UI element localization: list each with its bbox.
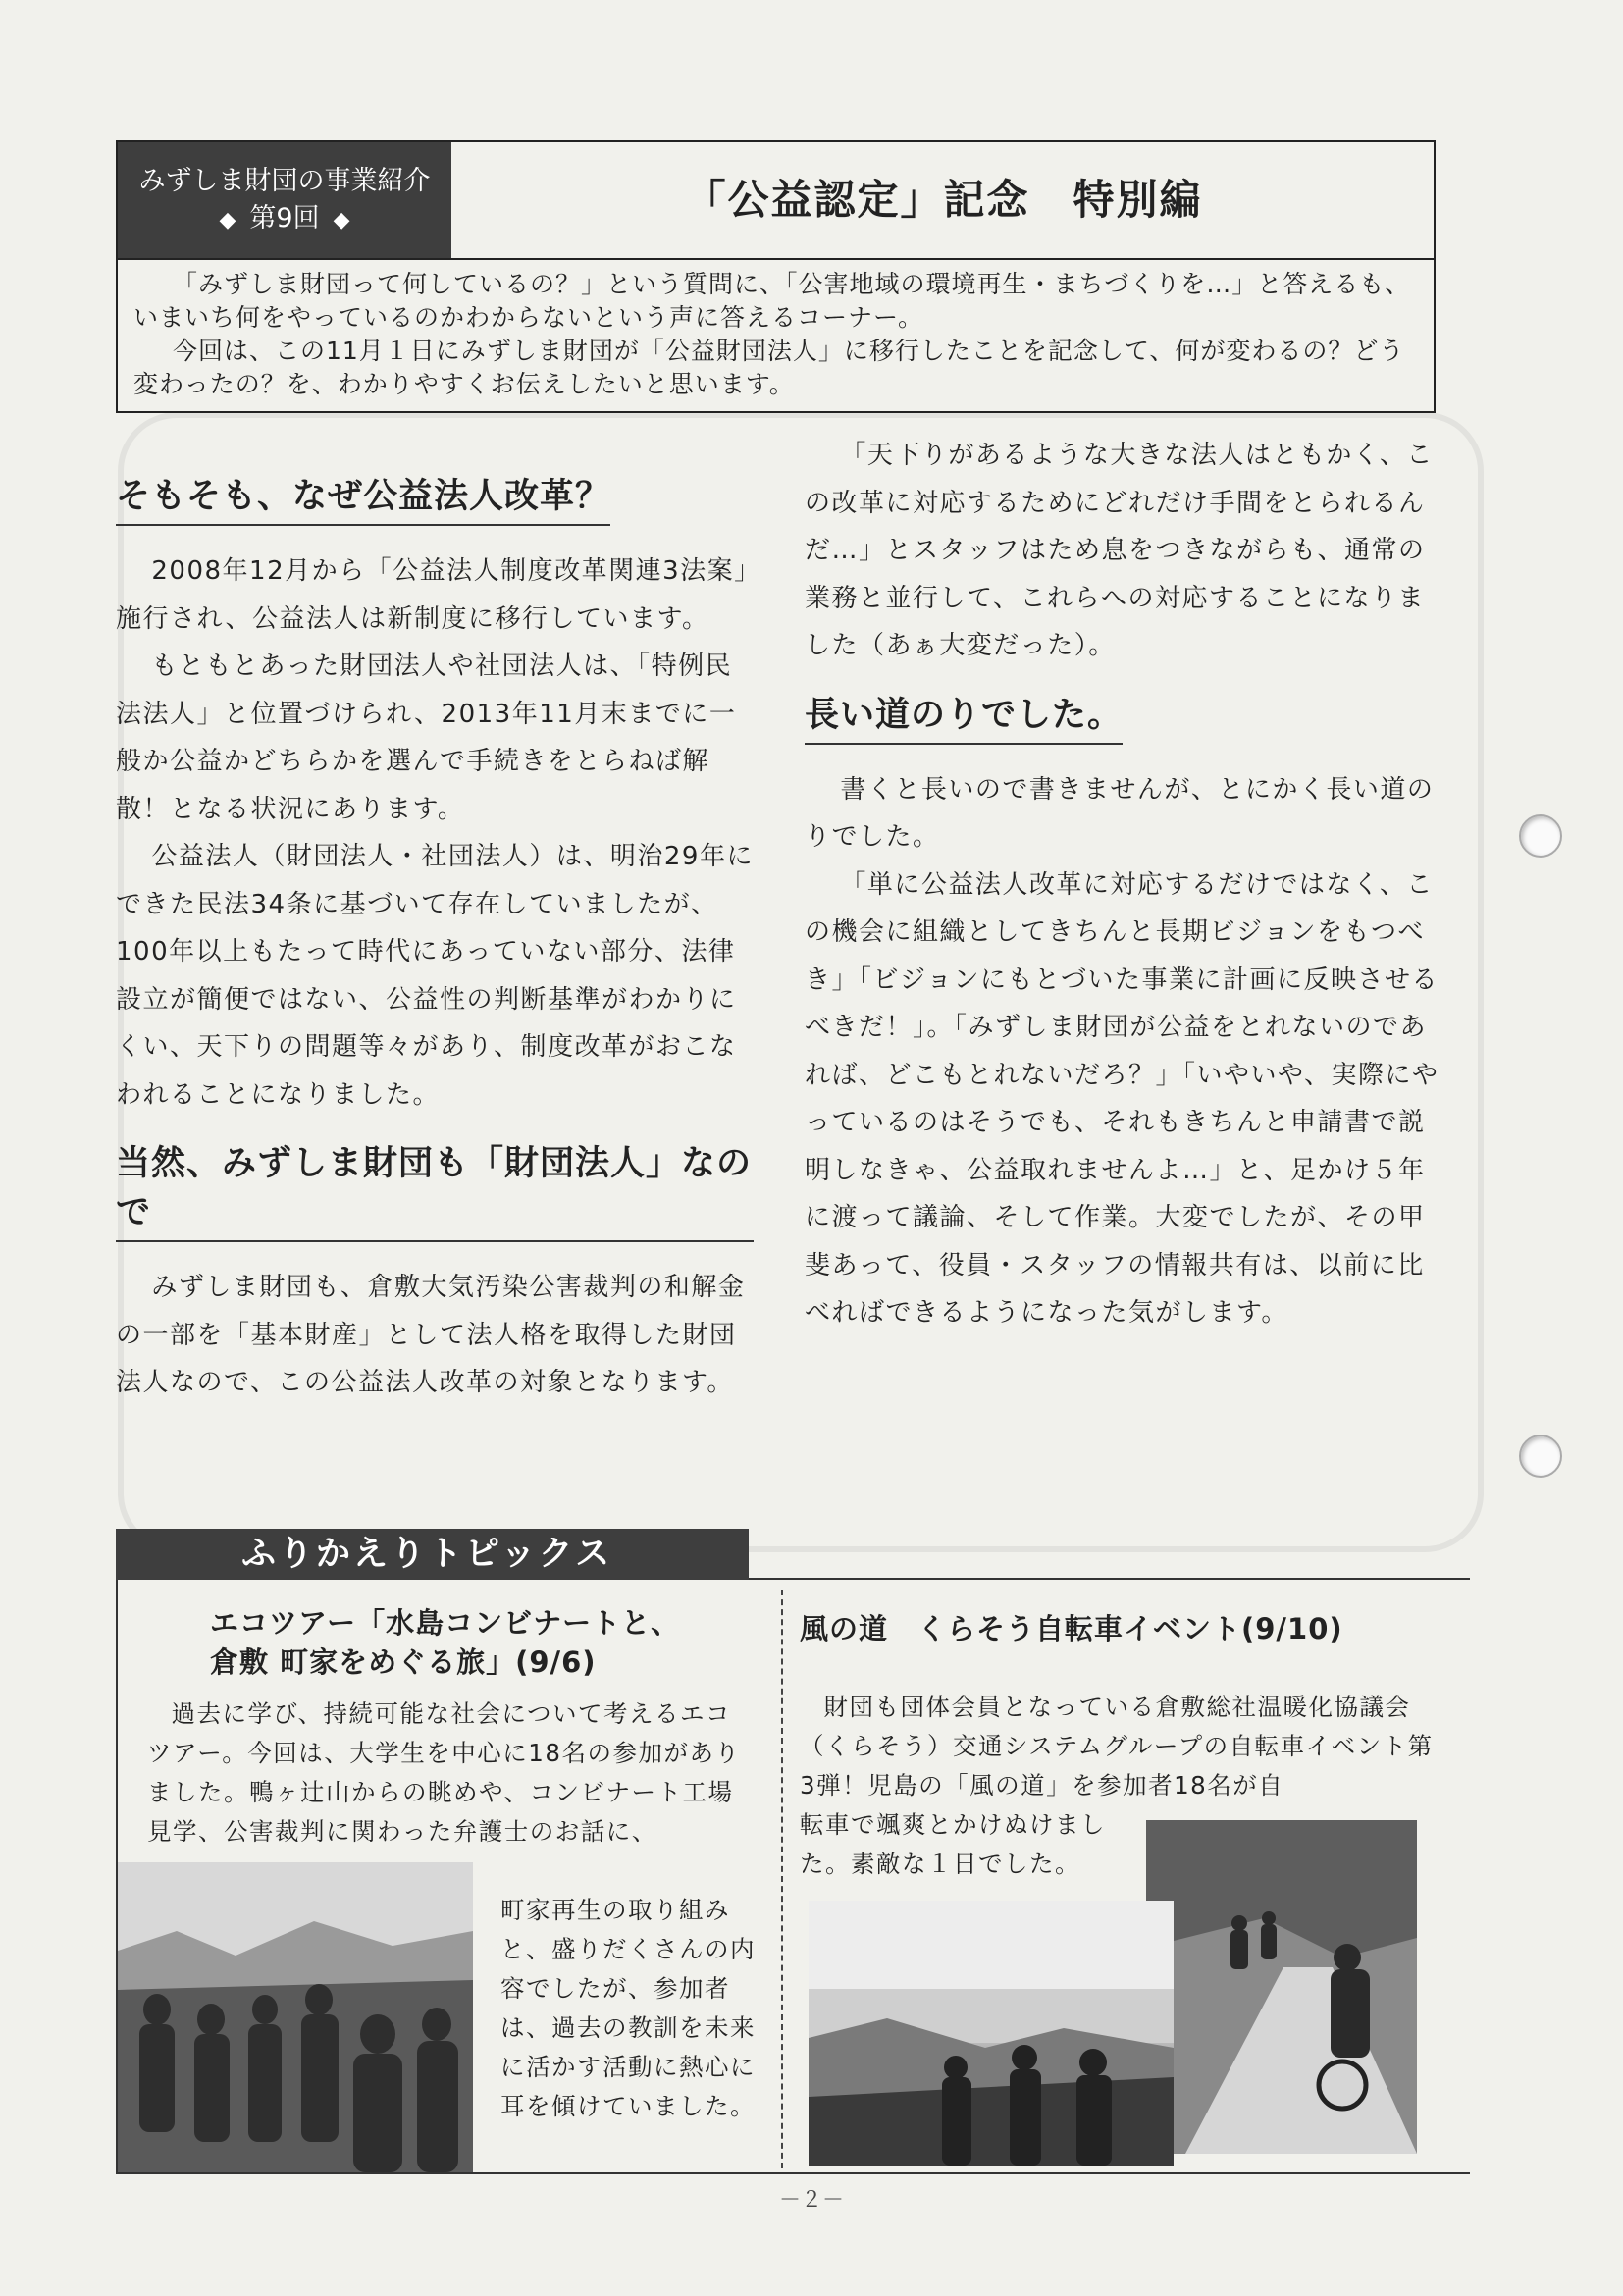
page-number: －２－: [778, 2188, 844, 2213]
body-paragraph: みずしま財団も、倉敷大気汚染公害裁判の和解金の一部を「基本財産」として法人格を取得した財団法人なので、この公益法人改革の対象となります。: [116, 1273, 746, 1397]
topics-banner: ふりかえりトピックス: [116, 1529, 749, 1580]
topic-title-line: 倉敷 町家をめぐる旅」(9/6): [210, 1645, 597, 1679]
topic-ecotour-body: [147, 1695, 756, 1852]
diamond-icon: ◆: [219, 208, 236, 233]
feature-intro: [133, 268, 1418, 401]
right-column: [805, 432, 1442, 1337]
topic-bicycle-body-cont: [800, 1805, 1153, 1884]
intro-paragraph: 「みずしま財団って何しているの？」という質問に、「公害地域の環境再生・まちづくりを…」と答えるも、いまいち何をやっているのかわからないという声に答えるコーナー。: [133, 270, 1411, 332]
series-tag: [118, 142, 451, 258]
punch-hole: [1519, 1435, 1562, 1478]
section-heading: 長い道のりでした。: [805, 688, 1123, 745]
series-episode: [118, 199, 451, 240]
topic-ecotour-title: [130, 1603, 758, 1682]
intro-paragraph: 今回は、この11月１日にみずしま財団が「公益財団法人」に移行したことを記念して、何が変わるの？どう変わったの？を、わかりやすくお伝えしたいと思います。: [133, 337, 1405, 398]
body-paragraph: 公益法人（財団法人・社団法人）は、明治29年にできた民法34条に基づいて存在していましたが、100年以上もたって時代にあっていない部分、法律設立が簡便ではない、公益性の判断基準がわかりにくい、天下りの問題等々があり、制度改革がおこなわれることになりました。: [116, 842, 754, 1110]
body-paragraph: 書くと長いので書きませんが、とにかく長い道のりでした。: [805, 774, 1435, 852]
header-divider: [118, 258, 1434, 260]
topic-bicycle-title: [800, 1609, 1447, 1648]
cyclists-photo: [1146, 1820, 1417, 2154]
ecotour-photo: [118, 1862, 473, 2172]
kojima-view-photo-art: [809, 1901, 1174, 2166]
punch-hole: [1519, 814, 1562, 858]
diamond-icon: ◆: [333, 208, 350, 233]
topic-title-line: エコツアー「水島コンビナートと、: [210, 1606, 681, 1640]
section-heading: そもそも、なぜ公益法人改革？: [116, 469, 610, 526]
episode-label: 第9回: [249, 203, 320, 234]
feature-title: 「公益認定」記念 特別編: [684, 176, 1203, 224]
cyclists-photo-art: [1146, 1820, 1417, 2154]
body-paragraph: 「天下りがあるような大きな法人はともかく、この改革に対応するためにどれだけ手間をとられるんだ…」とスタッフはため息をつきながらも、通常の業務と並行して、これらへの対応することになりました（あぁ大変だった）。: [805, 441, 1434, 660]
series-name: みずしま財団の事業紹介: [138, 166, 431, 196]
body-paragraph: 2008年12月から「公益法人制度改革関連3法案」施行され、公益法人は新制度に移行しています。: [116, 556, 749, 634]
ecotour-photo-art: [118, 1862, 473, 2172]
topic-text: 転車で颯爽とかけぬけました。素敵な１日でした。: [800, 1810, 1106, 1878]
topic-ecotour-body-cont: 町家再生の取り組みと、盛りだくさんの内容でしたが、参加者は、過去の教訓を未来に活かす活動に熱心に耳を傾けていました。: [500, 1896, 756, 2120]
left-column: [116, 451, 754, 1407]
topics-top-rule: [749, 1578, 1470, 1580]
topic-title-line: 風の道 くらそう自転車イベント(9/10): [800, 1612, 1343, 1645]
topic-bicycle-body: [800, 1688, 1447, 1805]
feature-header-box: [116, 140, 1436, 413]
section-heading: 当然、みずしま財団も「財団法人」なので: [116, 1136, 754, 1242]
topics-bottom-rule: [116, 2172, 1470, 2174]
body-paragraph: 「単に公益法人改革に対応するだけではなく、この機会に組織としてきちんと長期ビジョンをもつべき」「ビジョンにもとづいた事業に計画に反映させるべきだ！」。「みずしま財団が公益をとれないのであれば、どこもとれないだろ？」「いやいや、実際にやっているのはそうでも、それもきちんと申請書で説明しなきゃ、公益取れませんよ…」と、足かけ５年に渡って議論、そして作業。大変でしたが、その甲斐あって、役員・スタッフの情報共有は、以前に比べればできるようになった気がします。: [805, 869, 1440, 1328]
topic-text: 財団も団体会員となっている倉敷総社温暖化協議会（くらそう）交通システムグループの自転車イベント第3弾！児島の「風の道」を参加者18名が自: [800, 1693, 1434, 1800]
topics-column-divider: [781, 1590, 783, 2168]
kojima-view-photo: [809, 1901, 1174, 2166]
topic-text: 過去に学び、持続可能な社会について考えるエコツアー。今回は、大学生を中心に18名の参加がありました。鴨ヶ辻山からの眺めや、コンビナート工場見学、公害裁判に関わった弁護士のお話に、: [147, 1699, 741, 1846]
body-paragraph: もともとあった財団法人や社団法人は、「特例民法法人」と位置づけられ、2013年11月末までに一般か公益かどちらかを選んで手続きをとらねば解散！となる状況にあります。: [116, 652, 737, 824]
